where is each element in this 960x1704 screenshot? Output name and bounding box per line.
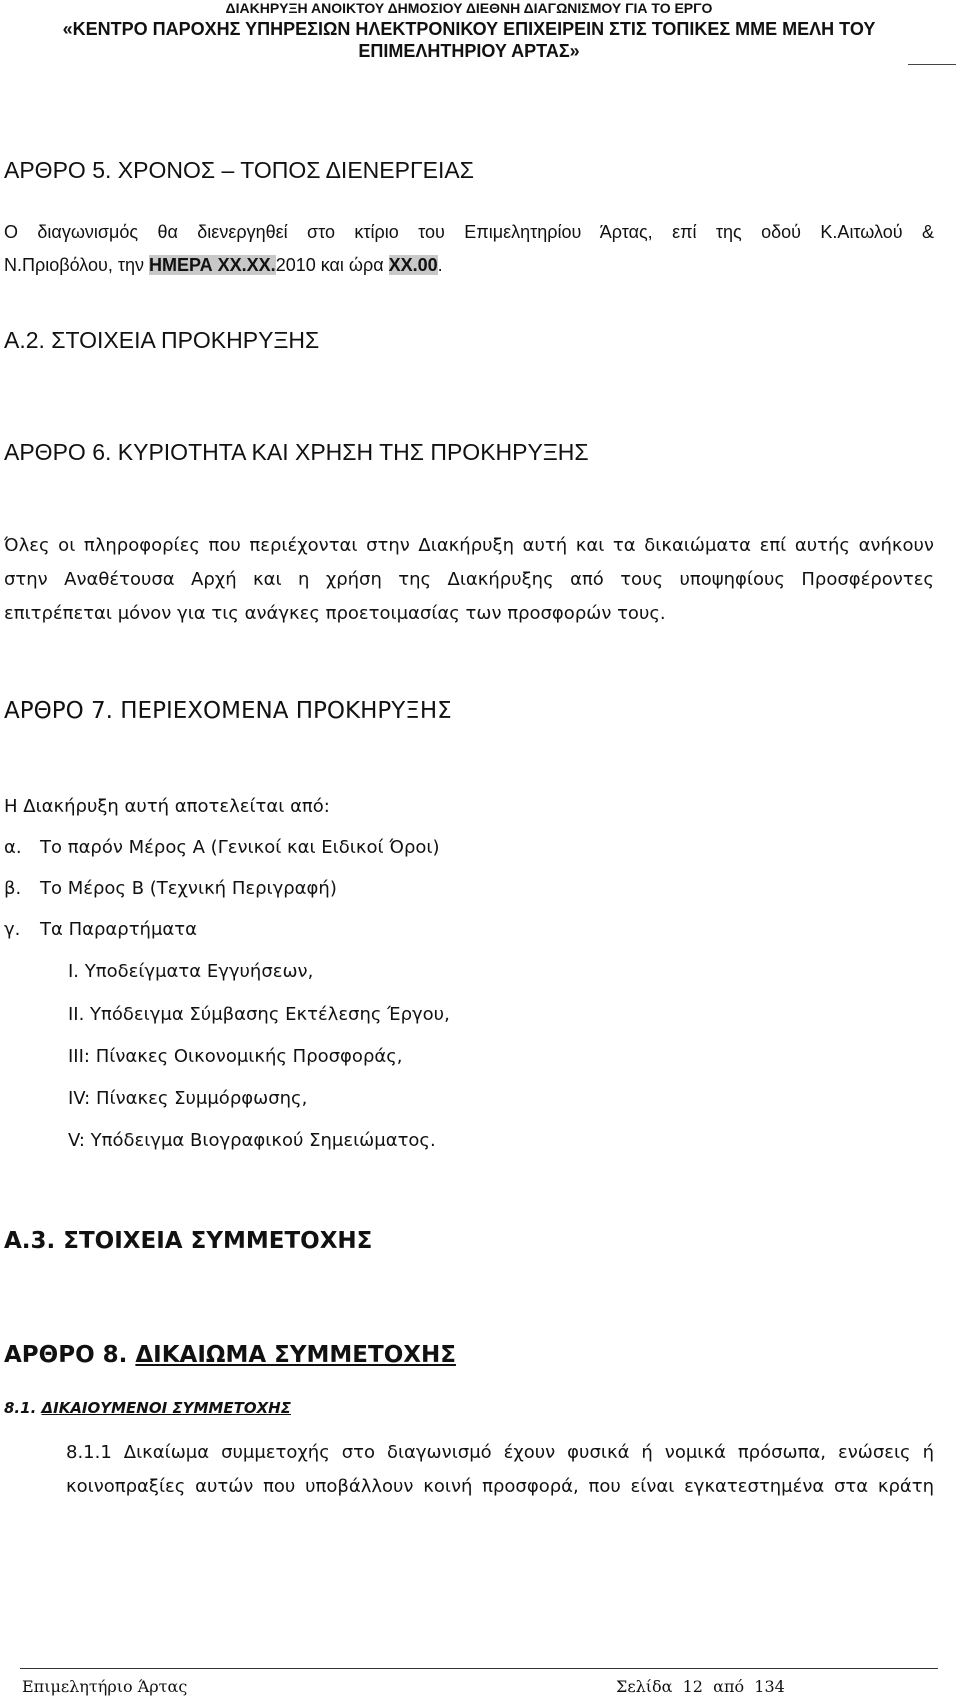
subsection-8-1-prefix: 8.1. [4,1399,42,1417]
appendix-item: ΙΙΙ: Πίνακες Οικονομικής Προσφοράς, [68,1046,403,1067]
list-item-text: Το παρόν Μέρος Α (Γενικοί και Ειδικοί Όροι) [40,837,440,858]
page-number: 12 [682,1677,703,1696]
year-text: 2010 [275,255,316,275]
appendix-item: Ι. Υποδείγματα Εγγυήσεων, [68,961,314,982]
of-label: από [713,1677,745,1696]
header-line-3: ΕΠΙΜΕΛΗΤΗΡΙΟΥ ΑΡΤΑΣ» [358,41,580,61]
footer-left: Επιμελητήριο Άρτας [22,1677,188,1696]
list-item-text: Το Μέρος Β (Τεχνική Περιγραφή) [40,878,337,899]
article-5-line-2-end: . [437,255,443,275]
article-5-line-1: Ο διαγωνισμός θα διενεργηθεί στο κτίριο του Επιμελητηρίου Άρτας, επί της οδού Κ.Αιτωλού & [4,222,934,242]
article-8-title-prefix: ΑΡΘΡΟ 8. [4,1342,136,1368]
article-7-title: ΑΡΘΡΟ 7. ΠΕΡΙΕΧΟΜΕΝΑ ΠΡΟΚΗΡΥΞΗΣ [4,698,452,724]
header-line-1: ΔΙΑΚΗΡΥΞΗ ΑΝΟΙΚΤΟΥ ΔΗΜΟΣΙΟΥ ΔΙΕΘΝΗ ΔΙΑΓΩΝΙΣΜΟΥ ΓΙΑ ΤΟ ΕΡΓΟ [225,0,713,16]
article-5-line-2-prefix: Ν.Πριοβόλου, την [4,255,149,275]
article-6-line-1: Όλες οι πληροφορίες που περιέχονται στην Διακήρυξη αυτή και τα δικαιώματα επί αυτής ανήκουν [4,535,934,556]
header-line-2: «ΚΕΝΤΡΟ ΠΑΡΟΧΗΣ ΥΠΗΡΕΣΙΩΝ ΗΛΕΚΤΡΟΝΙΚΟΥ ΕΠΙΧΕΙΡΕΙΝ ΣΤΙΣ ΤΟΠΙΚΕΣ ΜΜΕ ΜΕΛΗ ΤΟΥ [62,19,876,39]
list-item-a [4,836,440,860]
list-item-c [4,918,197,942]
footer-divider [20,1668,938,1669]
appendix-item: ΙΙ. Υπόδειγμα Σύμβασης Εκτέλεσης Έργου, [68,1004,450,1025]
appendix-item: ΙV: Πίνακες Συμμόρφωσης, [68,1088,308,1109]
article-5-line-2-mid: και ώρα [315,255,389,275]
article-5-title: ΑΡΘΡΟ 5. ΧΡΟΝΟΣ – ΤΟΠΟΣ ΔΙΕΝΕΡΓΕΙΑΣ [4,157,474,183]
article-8-title [4,1340,456,1370]
article-6-title: ΑΡΘΡΟ 6. ΚΥΡΙΟΤΗΤΑ ΚΑΙ ΧΡΗΣΗ ΤΗΣ ΠΡΟΚΗΡΥΞΗΣ [4,439,589,465]
section-a3-title: Α.3. ΣΤΟΙΧΕΙΑ ΣΥΜΜΕΤΟΧΗΣ [4,1228,373,1254]
article-6-line-2: στην Αναθέτουσα Αρχή και η χρήση της Διακήρυξης από τους υποψηφίους Προσφέροντες [4,569,934,590]
list-item-text: Τα Παραρτήματα [40,919,197,940]
time-highlight: ΧΧ.00 [388,255,438,275]
subsection-8-1-title [4,1398,291,1418]
list-marker: α. [4,837,22,858]
section-a2-title: Α.2. ΣΤΟΙΧΕΙΑ ΠΡΟΚΗΡΥΞΗΣ [4,327,320,353]
footer-page-info [616,1676,936,1698]
article-8-title-underlined: ΔΙΚΑΙΩΜΑ ΣΥΜΜΕΤΟΧΗΣ [135,1342,456,1368]
article-8-para-line-1: 8.1.1 Δικαίωμα συμμετοχής στο διαγωνισμό έχουν φυσικά ή νομικά πρόσωπα, ενώσεις ή [66,1442,934,1463]
list-item-b [4,877,337,901]
appendix-item: V: Υπόδειγμα Βιογραφικού Σημειώματος. [68,1130,436,1151]
article-8-para-line-2: κοινοπραξίες αυτών που υποβάλλουν κοινή προσφορά, που είναι εγκατεστημένα στα κράτη [66,1476,934,1497]
list-marker: γ. [4,919,21,940]
article-7-intro: Η Διακήρυξη αυτή αποτελείται από: [4,796,330,817]
page-label: Σελίδα [616,1677,673,1696]
article-6-line-3: επιτρέπεται μόνον για τις ανάγκες προετοιμασίας των προσφορών τους. [4,603,666,624]
total-pages: 134 [754,1677,785,1696]
subsection-8-1-underlined: ΔΙΚΑΙΟΥΜΕΝΟΙ ΣΥΜΜΕΤΟΧΗΣ [41,1399,291,1417]
article-5-line-2 [4,248,443,282]
list-marker: β. [4,878,22,899]
date-highlight: ΗΜΕΡΑ ΧΧ.ΧΧ. [148,255,276,275]
header-divider [908,64,956,65]
